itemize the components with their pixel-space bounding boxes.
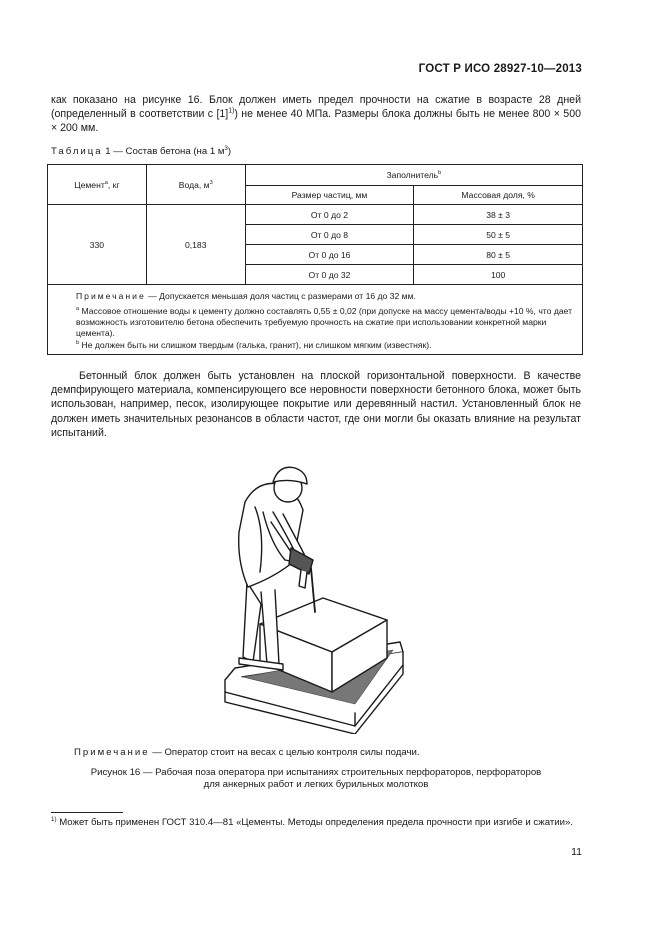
- water-value: 0,183: [146, 205, 245, 285]
- table-footnote-b: $^b$ Не должен быть ни слишком твердым (галька, гранит), ни слишком мягким (известняк).: [76, 340, 432, 350]
- footnote-mark: 1): [51, 815, 57, 823]
- paragraph-block-strength: [51, 93, 581, 136]
- table-note: Примечание — Допускается меньшая доля частиц с размерами от 16 до 32 мм.: [76, 291, 416, 301]
- table-footnote-a: $^a$ Массовое отношение воды к цементу должно составлять 0,55 ± 0,02 (при допуске на массу цемента/воды +10 %, что дает возможность изготовителю бетона обеспечить требуемую прочность на сжатие при использовании конкретной марки цемента).: [76, 306, 573, 339]
- table-notes: [47, 285, 583, 355]
- table-cell-size: От 0 до 8: [245, 225, 414, 245]
- footnote-text: Может быть применен ГОСТ 310.4—81 «Цементы. Методы определения предела прочности при изгибе и сжатии».: [56, 817, 573, 828]
- page-footnote: [51, 817, 581, 830]
- table-caption-text: 1 — Состав бетона (на 1 м: [105, 146, 225, 157]
- concrete-composition-table: [47, 164, 583, 285]
- figure-note: Примечание — Оператор стоит на весах с целью контроля силы подачи.: [74, 747, 420, 758]
- header-mass-share: Массовая доля, %: [414, 186, 583, 205]
- page-number: 11: [571, 846, 582, 858]
- figure-caption-line2: для анкерных работ и легких бурильных молотков: [203, 779, 429, 791]
- table-cell-share: 100: [414, 265, 583, 285]
- table-cell-size: От 0 до 32: [245, 265, 414, 285]
- paragraph-text-start: как показано на рисунке 16. Блок должен иметь предел прочности на сжатие в возрасте 28 дней (определенный в соответствии с [1]: [51, 94, 581, 121]
- table-cell-share: 80 ± 5: [414, 245, 583, 265]
- footnote-divider: [51, 812, 123, 813]
- table-caption: [51, 146, 231, 157]
- header-water: Вода, $м^3$: [146, 165, 245, 205]
- header-cement: Цемент$^a$, кг: [48, 165, 147, 205]
- paragraph-block-installation: Бетонный блок должен быть установлен на плоской горизонтальной поверхности. В качестве демпфирующего материала, компенсирующего все неровности поверхности бетонного блока, может быть использован, например, песок, изолирующее покрытие или деревянный настил. Установленный блок не должен иметь значительных резонансов в области частот, где они могли бы оказать влияние на результат испытаний.: [51, 370, 581, 439]
- figure-caption-line1: Рисунок 16 — Рабочая поза оператора при испытаниях строительных перфораторов, перфораторов: [90, 767, 542, 778]
- operator-drilling-illustration: [215, 452, 415, 734]
- table-caption-label: Таблица: [51, 146, 103, 157]
- table-cell-size: От 0 до 2: [245, 205, 414, 225]
- document-code: ГОСТ Р ИСО 28927-10—2013: [418, 63, 582, 75]
- figure-caption: [51, 767, 581, 792]
- table-cell-size: От 0 до 16: [245, 245, 414, 265]
- header-filler: Заполнитель$^b$: [245, 165, 582, 186]
- table-caption-end: ): [227, 146, 232, 157]
- table-caption-sup: 3: [224, 144, 228, 152]
- table-cell-share: 50 ± 5: [414, 225, 583, 245]
- table-cell-share: 38 ± 3: [414, 205, 583, 225]
- footnote-reference[interactable]: 1): [228, 107, 235, 115]
- header-particle-size: Размер частиц, мм: [245, 186, 414, 205]
- paragraph-text-end: ) не менее 40 МПа. Размеры блока должны быть не менее 800 × 500 × 200 мм.: [51, 108, 581, 135]
- cement-value: 330: [48, 205, 147, 285]
